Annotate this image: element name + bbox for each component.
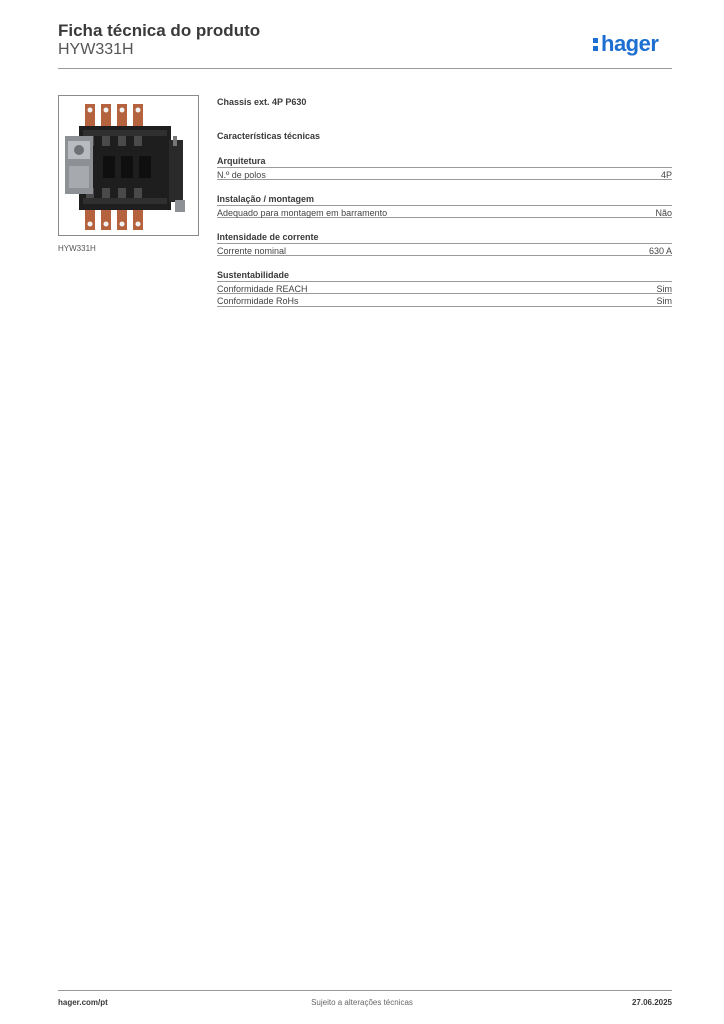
logo-wordmark: hager: [601, 31, 659, 56]
specs-heading: Características técnicas: [217, 131, 321, 141]
footer-divider: [58, 990, 672, 991]
spec-label: Conformidade REACH: [217, 284, 308, 294]
footer-website-link[interactable]: hager.com/pt: [58, 998, 108, 1007]
spec-content: [217, 96, 672, 307]
product-image: [58, 95, 199, 236]
spec-row: [217, 243, 672, 256]
spec-group-title: Sustentabilidade: [217, 270, 290, 280]
spec-group-current: [217, 231, 672, 256]
spec-group-title: Instalação / montagem: [217, 194, 315, 204]
logo-dot-top: [593, 38, 598, 43]
chassis-illustration: [59, 96, 198, 235]
spec-label: Adequado para montagem em barramento: [217, 208, 388, 218]
logo-dot-bottom: [593, 46, 598, 51]
spec-group-title: Intensidade de corrente: [217, 232, 319, 242]
spec-row: [217, 205, 672, 218]
spec-value: Sim: [656, 284, 672, 294]
header-divider: [58, 68, 672, 69]
footer-date: 27.06.2025: [631, 998, 672, 1007]
spec-label: Corrente nominal: [217, 246, 287, 256]
spec-group-installation: [217, 193, 672, 218]
footer-note: Sujeito a alterações técnicas: [311, 998, 413, 1007]
page-title: Ficha técnica do produto: [58, 21, 261, 40]
spec-row: [217, 167, 672, 180]
spec-group-sustainability: [217, 269, 672, 307]
spec-value: Não: [655, 208, 672, 218]
spec-group-architecture: [217, 155, 672, 180]
spec-label: N.º de polos: [217, 170, 266, 180]
hager-logo: [592, 29, 674, 59]
spec-label: Conformidade RoHs: [217, 296, 299, 306]
spec-row: [217, 294, 672, 307]
product-code: HYW331H: [58, 41, 134, 58]
spec-value: Sim: [656, 296, 672, 306]
product-name: Chassis ext. 4P P630: [217, 97, 307, 107]
spec-value: 630 A: [648, 246, 672, 256]
image-caption: HYW331H: [58, 244, 96, 253]
spec-row: [217, 281, 672, 294]
spec-value: 4P: [660, 170, 672, 180]
spec-group-title: Arquitetura: [217, 156, 266, 166]
